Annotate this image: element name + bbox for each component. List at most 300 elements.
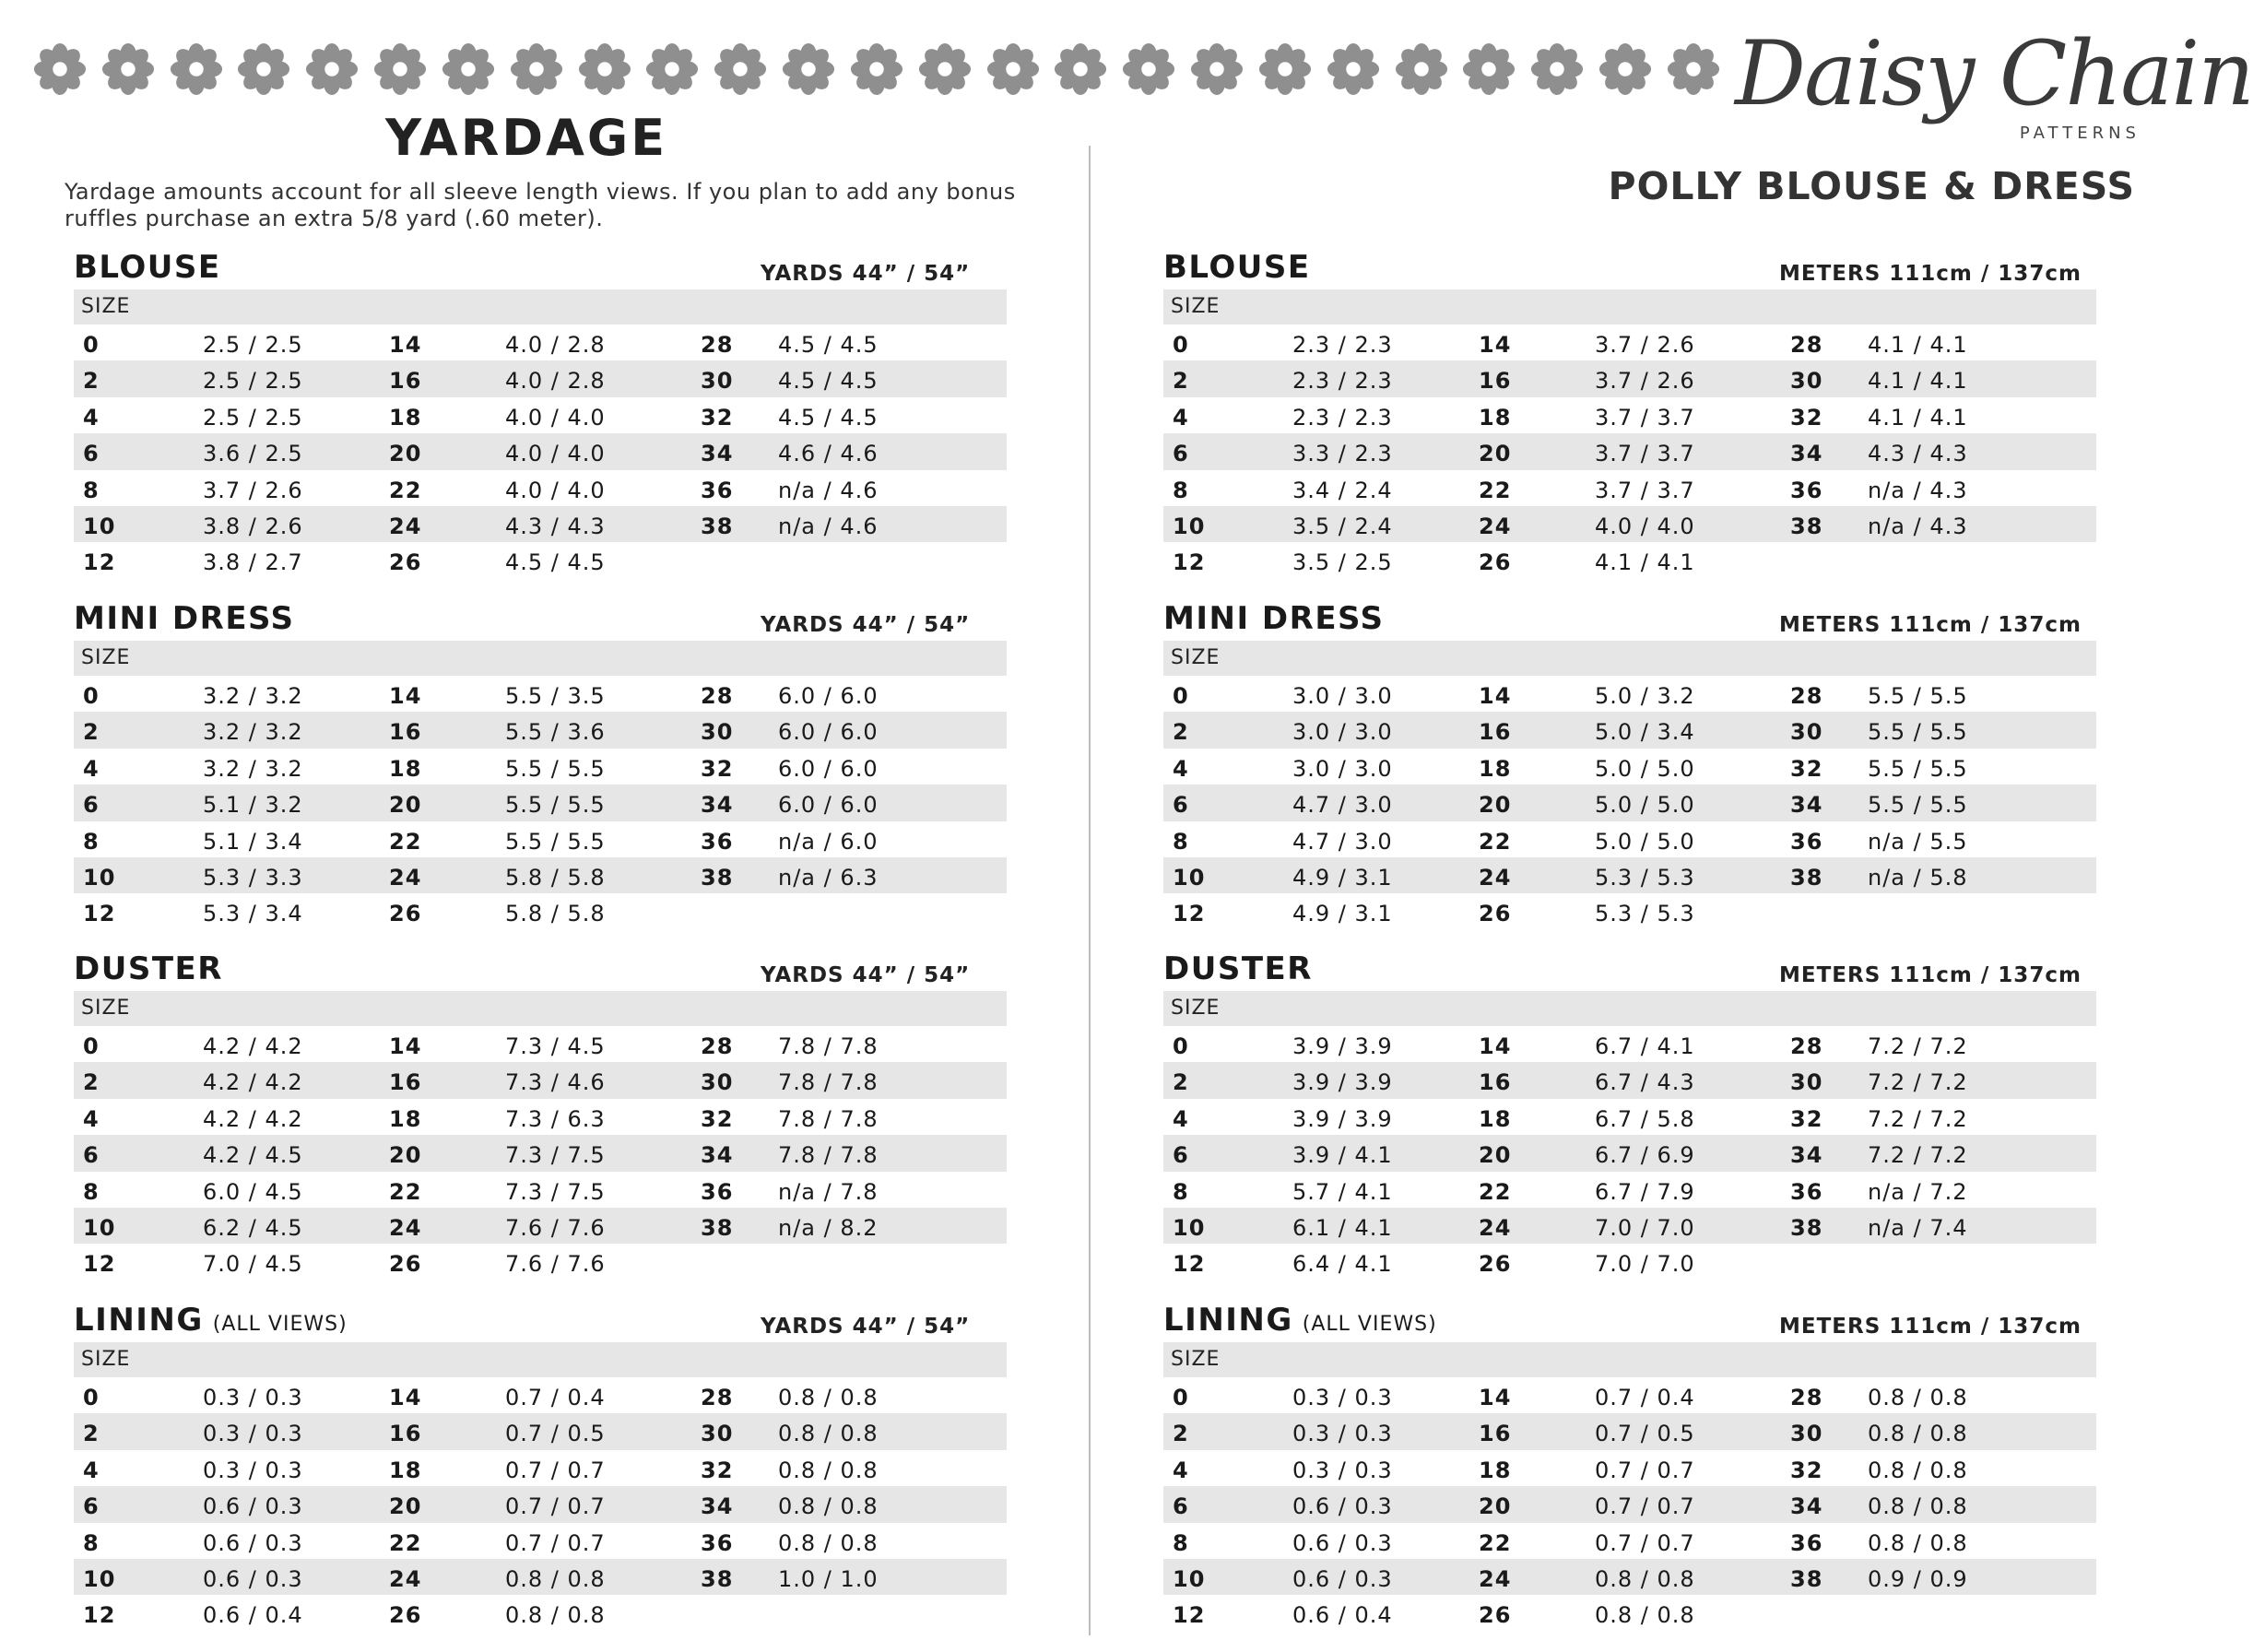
amount-cell: 5.5 / 5.5 [505,792,606,819]
amount-cell: 3.2 / 3.2 [203,755,303,782]
daisy-icon [782,42,835,96]
daisy-icon [1258,42,1312,96]
size-cell: 34 [1790,792,1823,819]
table-row [1163,857,2096,893]
size-cell: 20 [1479,1142,1512,1169]
unit-label: METERS 111cm / 137cm [1779,963,2082,987]
unit-label: METERS 111cm / 137cm [1779,262,2082,286]
size-cell: 30 [1790,719,1823,746]
size-cell: 0 [1173,1033,1189,1059]
amount-cell: 6.0 / 6.0 [778,792,879,819]
size-cell: 6 [83,1142,100,1169]
daisy-icon [1054,42,1107,96]
size-cell: 16 [389,719,422,746]
size-cell: 32 [701,755,734,782]
size-cell: 36 [1790,1529,1823,1556]
yardage-table [1163,289,2096,579]
yards-section-blouse [74,251,1007,579]
yards-section-lining [74,1304,1007,1632]
section-title-text: MINI DRESS [1163,600,1385,637]
size-cell: 20 [389,1493,422,1520]
amount-cell: 0.6 / 0.3 [203,1493,303,1520]
size-header: SIZE [81,646,131,669]
table-row [74,857,1007,893]
brand-sub: PATTERNS [2019,124,2141,143]
size-cell: 0 [1173,1385,1189,1410]
table-row [74,433,1007,469]
size-cell: 36 [701,828,734,855]
amount-cell: n/a / 8.2 [778,1214,879,1241]
yardage-table [1163,991,2096,1280]
table-row [74,712,1007,748]
section-title [74,600,295,637]
amount-cell: 5.5 / 5.5 [1868,683,1968,709]
daisy-icon [850,42,903,96]
size-cell: 38 [1790,1565,1823,1592]
size-cell: 10 [1173,1565,1206,1592]
amount-cell: 0.8 / 0.8 [1595,1565,1695,1592]
size-cell: 10 [1173,1214,1206,1241]
size-cell: 0 [83,332,100,358]
size-cell: 22 [389,1178,422,1205]
size-cell: 18 [389,404,422,431]
table-row [1163,1026,2096,1062]
amount-cell: 0.9 / 0.9 [1868,1565,1968,1592]
table-header-row [74,1342,1007,1377]
daisy-icon [510,42,563,96]
table-header-row [74,289,1007,324]
amount-cell: 2.5 / 2.5 [203,332,303,358]
amount-cell: n/a / 6.0 [778,828,879,855]
brand-logo [1735,20,2253,149]
amount-cell: 3.0 / 3.0 [1292,683,1393,709]
amount-cell: 4.3 / 4.3 [1868,441,1968,467]
amount-cell: 3.4 / 2.4 [1292,477,1393,503]
size-cell: 0 [1173,332,1189,358]
amount-cell: 3.7 / 3.7 [1595,441,1695,467]
size-cell: 24 [1479,864,1512,891]
size-cell: 12 [1173,549,1206,576]
section-title-text: LINING [1163,1302,1293,1339]
amount-cell: 4.2 / 4.5 [203,1142,303,1169]
table-row [74,1559,1007,1595]
size-cell: 2 [83,1069,100,1096]
table-row [1163,1523,2096,1559]
daisy-icon [305,42,359,96]
amount-cell: 3.3 / 2.3 [1292,441,1393,467]
daisy-icon [578,42,631,96]
amount-cell: 3.6 / 2.5 [203,441,303,467]
table-row [74,1172,1007,1208]
size-cell: 12 [1173,1602,1206,1629]
size-cell: 24 [389,1214,422,1241]
amount-cell: 7.8 / 7.8 [778,1105,879,1132]
amount-cell: 4.0 / 4.0 [1595,513,1695,539]
daisy-icon [33,42,87,96]
amount-cell: 3.9 / 3.9 [1292,1105,1393,1132]
amount-cell: 5.7 / 4.1 [1292,1178,1393,1205]
amount-cell: 3.7 / 2.6 [1595,332,1695,358]
size-cell: 2 [83,368,100,395]
amount-cell: 6.1 / 4.1 [1292,1214,1393,1241]
size-cell: 10 [83,864,116,891]
amount-cell: 0.7 / 0.7 [1595,1493,1695,1520]
daisy-icon [170,42,223,96]
size-cell: 32 [1790,755,1823,782]
table-row [1163,1099,2096,1135]
section-title-text: BLOUSE [74,249,221,286]
amount-cell: 0.6 / 0.3 [203,1529,303,1556]
size-cell: 6 [83,441,100,467]
size-cell: 0 [83,1385,100,1410]
amount-cell: 1.0 / 1.0 [778,1565,879,1592]
amount-cell: 6.0 / 6.0 [778,755,879,782]
size-cell: 38 [701,1565,734,1592]
size-cell: 38 [701,513,734,539]
table-row [74,1135,1007,1171]
size-cell: 28 [701,1033,734,1059]
daisy-icon [237,42,290,96]
size-cell: 4 [83,1457,100,1483]
amount-cell: 0.3 / 0.3 [1292,1385,1393,1410]
amount-cell: 0.8 / 0.8 [1868,1493,1968,1520]
section-title [1163,249,1311,286]
amount-cell: 3.7 / 2.6 [203,477,303,503]
amount-cell: 5.0 / 5.0 [1595,828,1695,855]
size-cell: 18 [1479,1457,1512,1483]
section-title-text: BLOUSE [1163,249,1311,286]
table-row [74,1450,1007,1486]
amount-cell: n/a / 6.3 [778,864,879,891]
daisy-icon [1462,42,1516,96]
amount-cell: 4.0 / 2.8 [505,332,606,358]
size-cell: 2 [83,1421,100,1447]
daisy-icon [1395,42,1448,96]
amount-cell: 4.1 / 4.1 [1868,332,1968,358]
amount-cell: 7.3 / 6.3 [505,1105,606,1132]
amount-cell: 0.8 / 0.8 [1595,1602,1695,1629]
daisy-border [33,37,1720,101]
amount-cell: 3.7 / 3.7 [1595,477,1695,503]
amount-cell: 7.3 / 4.5 [505,1033,606,1059]
table-row [74,324,1007,360]
size-cell: 10 [83,1565,116,1592]
amount-cell: n/a / 7.8 [778,1178,879,1205]
size-cell: 26 [389,549,422,576]
section-title [74,249,221,286]
size-cell: 24 [389,513,422,539]
size-header: SIZE [1171,997,1221,1020]
amount-cell: 3.8 / 2.6 [203,513,303,539]
table-row [74,506,1007,542]
amount-cell: 0.3 / 0.3 [203,1385,303,1410]
table-row [74,749,1007,785]
amount-cell: 7.0 / 7.0 [1595,1251,1695,1278]
amount-cell: n/a / 4.3 [1868,513,1968,539]
daisy-icon [373,42,427,96]
document-title: POLLY BLOUSE & DRESS [1608,164,2135,208]
amount-cell: 2.3 / 2.3 [1292,368,1393,395]
amount-cell: 4.5 / 4.5 [778,404,879,431]
size-cell: 12 [83,549,116,576]
size-cell: 26 [1479,1602,1512,1629]
size-header: SIZE [81,1348,131,1371]
size-cell: 6 [83,792,100,819]
yards-section-mini-dress [74,602,1007,930]
table-row [74,1413,1007,1449]
section-subtitle: (ALL VIEWS) [1302,1313,1437,1336]
page-heading: YARDAGE [385,109,668,167]
meters-section-blouse [1163,251,2096,579]
column-divider [1089,146,1091,1635]
amount-cell: 0.7 / 0.5 [1595,1421,1695,1447]
size-cell: 10 [1173,864,1206,891]
amount-cell: 4.7 / 3.0 [1292,792,1393,819]
amount-cell: 6.7 / 5.8 [1595,1105,1695,1132]
size-cell: 4 [83,404,100,431]
size-cell: 6 [1173,792,1189,819]
size-cell: 26 [389,1602,422,1629]
table-row [74,397,1007,433]
daisy-icon [1190,42,1244,96]
table-row [74,1208,1007,1244]
daisy-icon [1530,42,1584,96]
amount-cell: 0.6 / 0.4 [1292,1602,1393,1629]
amount-cell: 4.2 / 4.2 [203,1105,303,1132]
size-cell: 38 [701,1214,734,1241]
size-cell: 24 [389,1565,422,1592]
section-title-text: DUSTER [74,950,223,987]
size-cell: 24 [1479,1214,1512,1241]
size-cell: 14 [389,332,422,358]
amount-cell: 5.5 / 5.5 [505,828,606,855]
amount-cell: 4.6 / 4.6 [778,441,879,467]
table-row [1163,433,2096,469]
size-cell: 12 [1173,901,1206,927]
amount-cell: 5.0 / 3.4 [1595,719,1695,746]
size-cell: 34 [701,792,734,819]
table-header-row [1163,641,2096,676]
table-row [1163,893,2096,929]
section-title [1163,950,1313,987]
size-cell: 22 [389,1529,422,1556]
table-row [1163,821,2096,857]
amount-cell: 6.0 / 4.5 [203,1178,303,1205]
size-cell: 4 [83,1105,100,1132]
amount-cell: 4.1 / 4.1 [1868,404,1968,431]
amount-cell: 6.2 / 4.5 [203,1214,303,1241]
amount-cell: 5.3 / 3.3 [203,864,303,891]
amount-cell: 3.9 / 3.9 [1292,1069,1393,1096]
size-cell: 26 [1479,1251,1512,1278]
table-row [1163,1486,2096,1522]
amount-cell: 0.8 / 0.8 [778,1385,879,1410]
size-cell: 2 [1173,719,1189,746]
size-cell: 8 [1173,477,1189,503]
amount-cell: 3.0 / 3.0 [1292,755,1393,782]
yardage-table [74,289,1007,579]
size-header: SIZE [81,295,131,318]
section-title [1163,1302,1437,1339]
size-cell: 32 [701,404,734,431]
amount-cell: 4.5 / 4.5 [778,368,879,395]
table-row [1163,676,2096,712]
amount-cell: 5.8 / 5.8 [505,901,606,927]
size-cell: 32 [1790,1457,1823,1483]
table-row [1163,749,2096,785]
size-cell: 20 [1479,441,1512,467]
amount-cell: 5.5 / 5.5 [505,755,606,782]
amount-cell: 5.8 / 5.8 [505,864,606,891]
table-row [1163,712,2096,748]
size-cell: 36 [701,477,734,503]
size-cell: 22 [1479,1178,1512,1205]
daisy-icon [714,42,767,96]
size-cell: 18 [1479,404,1512,431]
unit-label: YARDS 44” / 54” [761,963,971,987]
size-cell: 34 [1790,1142,1823,1169]
size-cell: 0 [1173,683,1189,709]
daisy-icon [645,42,699,96]
size-cell: 8 [1173,828,1189,855]
size-cell: 28 [1790,1385,1823,1410]
section-subtitle: (ALL VIEWS) [212,1313,348,1336]
amount-cell: 5.1 / 3.2 [203,792,303,819]
size-cell: 28 [701,683,734,709]
unit-label: YARDS 44” / 54” [761,1315,971,1339]
size-cell: 36 [701,1529,734,1556]
section-title [1163,600,1385,637]
amount-cell: 0.7 / 0.5 [505,1421,606,1447]
size-cell: 30 [1790,1421,1823,1447]
size-cell: 30 [701,1069,734,1096]
amount-cell: 0.6 / 0.3 [1292,1493,1393,1520]
amount-cell: 0.8 / 0.8 [778,1493,879,1520]
size-cell: 26 [389,1251,422,1278]
amount-cell: 7.2 / 7.2 [1868,1105,1968,1132]
amount-cell: 6.7 / 4.1 [1595,1033,1695,1059]
size-cell: 6 [83,1493,100,1520]
size-cell: 34 [1790,1493,1823,1520]
size-cell: 8 [83,1529,100,1556]
size-cell: 4 [1173,1105,1189,1132]
amount-cell: 0.7 / 0.4 [1595,1385,1695,1410]
size-cell: 28 [701,1385,734,1410]
table-row [1163,1450,2096,1486]
table-row [1163,506,2096,542]
size-cell: 24 [389,864,422,891]
daisy-icon [918,42,972,96]
size-cell: 20 [389,441,422,467]
amount-cell: 0.8 / 0.8 [1868,1529,1968,1556]
size-cell: 16 [389,1421,422,1447]
section-title [74,1302,348,1339]
unit-label: METERS 111cm / 137cm [1779,1315,2082,1339]
amount-cell: 7.8 / 7.8 [778,1069,879,1096]
amount-cell: n/a / 4.6 [778,477,879,503]
table-row [1163,1172,2096,1208]
amount-cell: 0.3 / 0.3 [203,1457,303,1483]
yards-section-duster [74,952,1007,1280]
table-row [1163,397,2096,433]
table-row [1163,324,2096,360]
table-row [74,893,1007,929]
size-cell: 38 [701,864,734,891]
table-row [1163,1377,2096,1413]
table-header-row [1163,991,2096,1026]
amount-cell: 5.5 / 5.5 [1868,792,1968,819]
size-cell: 4 [1173,404,1189,431]
amount-cell: 0.8 / 0.8 [778,1457,879,1483]
size-cell: 36 [1790,828,1823,855]
amount-cell: 0.7 / 0.7 [505,1529,606,1556]
size-cell: 38 [1790,864,1823,891]
size-cell: 14 [389,1385,422,1410]
amount-cell: 3.9 / 3.9 [1292,1033,1393,1059]
amount-cell: 0.7 / 0.7 [505,1457,606,1483]
amount-cell: 4.2 / 4.2 [203,1033,303,1059]
size-cell: 10 [1173,513,1206,539]
amount-cell: n/a / 5.5 [1868,828,1968,855]
size-cell: 22 [1479,477,1512,503]
size-cell: 14 [389,683,422,709]
size-cell: 16 [1479,719,1512,746]
table-row [1163,1413,2096,1449]
amount-cell: 0.7 / 0.7 [1595,1457,1695,1483]
size-cell: 8 [83,1178,100,1205]
table-row [74,676,1007,712]
table-header-row [74,641,1007,676]
amount-cell: 0.3 / 0.3 [1292,1457,1393,1483]
amount-cell: 3.7 / 3.7 [1595,404,1695,431]
size-cell: 36 [1790,477,1823,503]
size-cell: 22 [1479,828,1512,855]
amount-cell: 4.9 / 3.1 [1292,901,1393,927]
amount-cell: 0.8 / 0.8 [505,1565,606,1592]
amount-cell: n/a / 4.6 [778,513,879,539]
table-row [74,1523,1007,1559]
size-cell: 34 [701,1493,734,1520]
amount-cell: 7.3 / 7.5 [505,1178,606,1205]
amount-cell: 5.5 / 3.5 [505,683,606,709]
size-cell: 24 [1479,1565,1512,1592]
table-row [1163,1595,2096,1631]
size-cell: 22 [389,828,422,855]
size-cell: 16 [389,368,422,395]
amount-cell: 6.0 / 6.0 [778,719,879,746]
table-header-row [1163,289,2096,324]
amount-cell: 0.8 / 0.8 [778,1421,879,1447]
size-cell: 28 [1790,332,1823,358]
table-row [74,1595,1007,1631]
amount-cell: 4.0 / 4.0 [505,404,606,431]
size-cell: 12 [83,901,116,927]
yardage-table [74,641,1007,930]
amount-cell: 5.0 / 3.2 [1595,683,1695,709]
size-cell: 14 [1479,1033,1512,1059]
table-header-row [74,991,1007,1026]
daisy-icon [1598,42,1652,96]
table-row [1163,1208,2096,1244]
amount-cell: 0.7 / 0.4 [505,1385,606,1410]
size-cell: 18 [389,1457,422,1483]
daisy-icon [986,42,1040,96]
size-cell: 4 [83,755,100,782]
amount-cell: 0.6 / 0.3 [203,1565,303,1592]
amount-cell: 4.7 / 3.0 [1292,828,1393,855]
size-cell: 4 [1173,755,1189,782]
amount-cell: 2.3 / 2.3 [1292,404,1393,431]
